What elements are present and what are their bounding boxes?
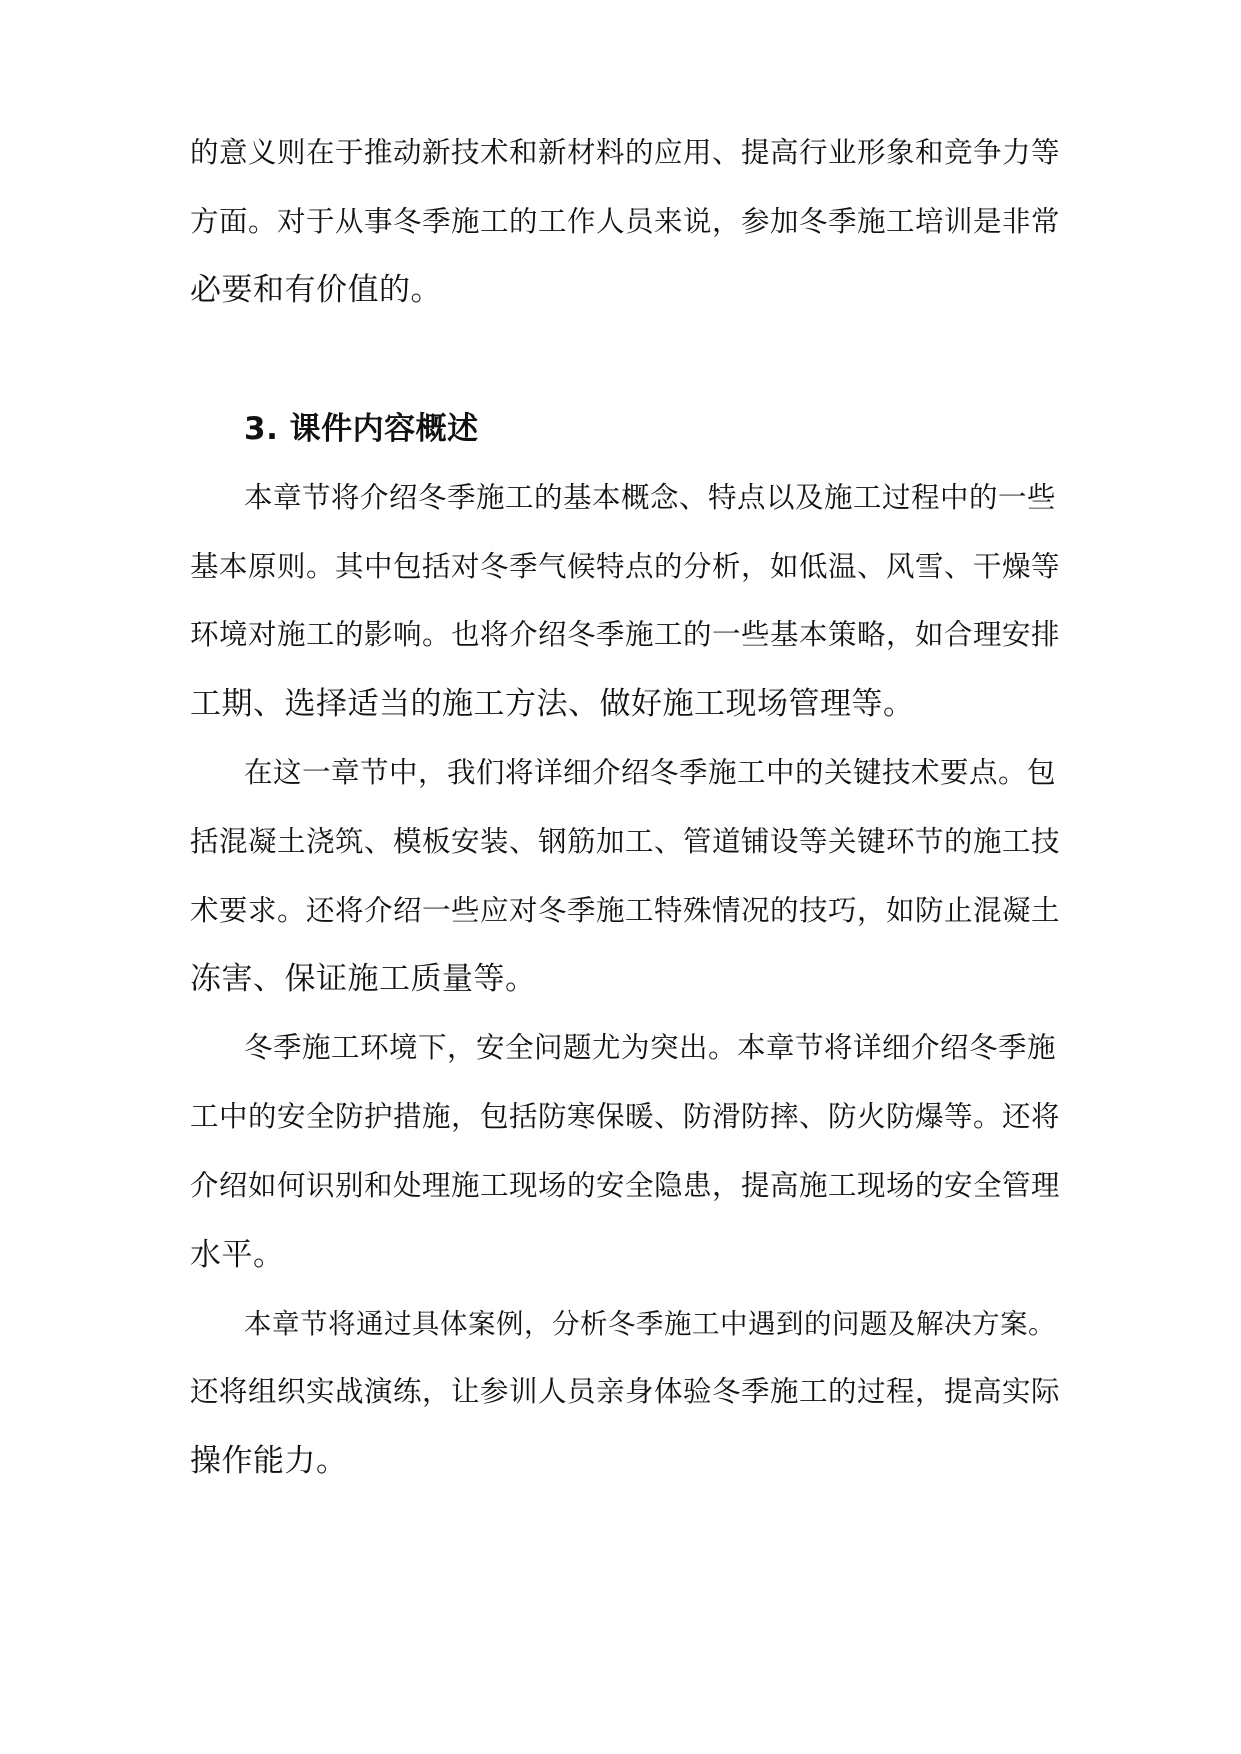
paragraph-line: 本章节将通过具体案例，分析冬季施工中遇到的问题及解决方案。 [244, 1308, 1056, 1340]
section-heading: 3. 课件内容概述 [244, 411, 479, 447]
paragraph-line: 介绍如何识别和处理施工现场的安全隐患，提高施工现场的安全管理 [190, 1169, 1061, 1202]
paragraph-line: 水平。 [190, 1237, 285, 1273]
paragraph-line: 还将组织实战演练，让参训人员亲身体验冬季施工的过程，提高实际 [190, 1375, 1061, 1408]
paragraph-line: 在这一章节中，我们将详细介绍冬季施工中的关键技术要点。包 [244, 756, 1057, 789]
paragraph-line: 术要求。还将介绍一些应对冬季施工特殊情况的技巧，如防止混凝土 [190, 894, 1061, 927]
paragraph-line: 本章节将介绍冬季施工的基本概念、特点以及施工过程中的一些 [244, 481, 1057, 514]
paragraph-line: 工期、选择适当的施工方法、做好施工现场管理等。 [190, 686, 915, 722]
paragraph-line: 基本原则。其中包括对冬季气候特点的分析，如低温、风雪、干燥等 [190, 550, 1061, 583]
paragraph-line: 操作能力。 [190, 1443, 348, 1479]
paragraph-line: 工中的安全防护措施，包括防寒保暖、防滑防摔、防火防爆等。还将 [190, 1100, 1061, 1133]
paragraph-line: 冻害、保证施工质量等。 [190, 961, 537, 997]
paragraph-line: 的意义则在于推动新技术和新材料的应用、提高行业形象和竞争力等 [190, 136, 1061, 169]
paragraph-line: 冬季施工环境下，安全问题尤为突出。本章节将详细介绍冬季施 [244, 1031, 1057, 1064]
paragraph-line: 环境对施工的影响。也将介绍冬季施工的一些基本策略，如合理安排 [190, 618, 1061, 651]
paragraph-line: 必要和有价值的。 [190, 272, 442, 308]
paragraph-line: 方面。对于从事冬季施工的工作人员来说，参加冬季施工培训是非常 [190, 205, 1061, 238]
paragraph-line: 括混凝土浇筑、模板安装、钢筋加工、管道铺设等关键环节的施工技 [190, 825, 1061, 858]
